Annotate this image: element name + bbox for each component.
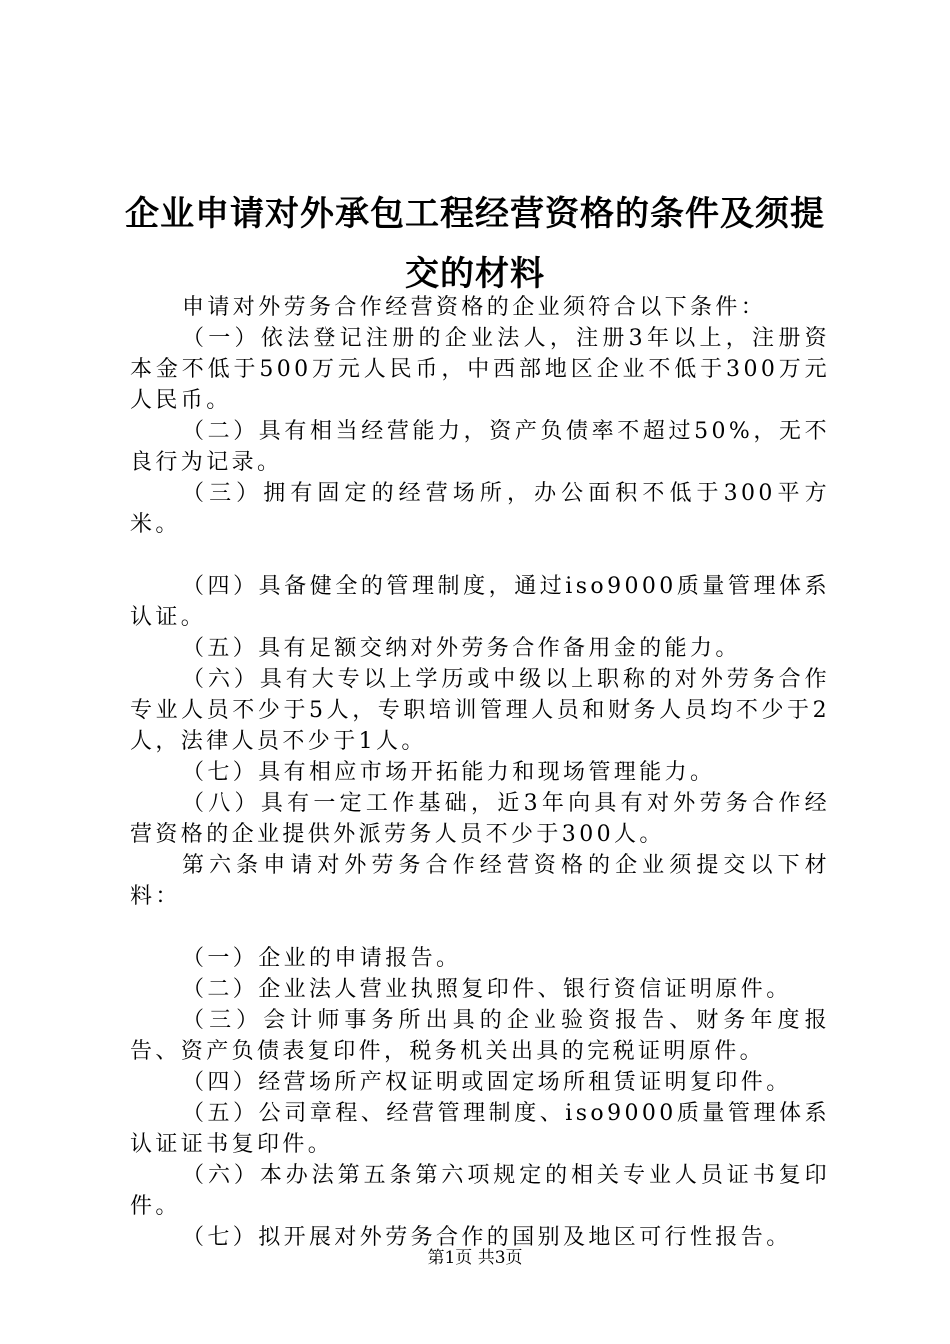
paragraph-article-6: 第六条申请对外劳务合作经营资格的企业须提交以下材料：	[130, 853, 830, 909]
paragraph-material-1: （一）企业的申请报告。	[182, 946, 462, 971]
paragraph-material-4: （四）经营场所产权证明或固定场所租赁证明复印件。	[182, 1070, 792, 1095]
paragraph-condition-6: （六）具有大专以上学历或中级以上职称的对外劳务合作专业人员不少于5人，专职培训管理人员和财务人员均不少于2人，法律人员不少于1人。	[130, 667, 830, 754]
paragraph-condition-7: （七）具有相应市场开拓能力和现场管理能力。	[182, 760, 716, 785]
paragraph-material-2: （二）企业法人营业执照复印件、银行资信证明原件。	[182, 977, 792, 1002]
document-title-line-1: 企业申请对外承包工程经营资格的条件及须提	[125, 194, 825, 234]
paragraph-condition-2: （二）具有相当经营能力，资产负债率不超过50%，无不良行为记录。	[130, 419, 830, 475]
paragraph-material-7: （七）拟开展对外劳务合作的国别及地区可行性报告。	[182, 1225, 792, 1250]
paragraph-material-3: （三）会计师事务所出具的企业验资报告、财务年度报告、资产负债表复印件，税务机关出具的完税证明原件。	[130, 1008, 830, 1064]
paragraph-condition-5: （五）具有足额交纳对外劳务合作备用金的能力。	[182, 636, 741, 661]
paragraph-material-5: （五）公司章程、经营管理制度、iso9000质量管理体系认证证书复印件。	[130, 1101, 830, 1157]
paragraph-condition-3: （三）拥有固定的经营场所，办公面积不低于300平方米。	[130, 481, 830, 537]
paragraph-intro: 申请对外劳务合作经营资格的企业须符合以下条件：	[182, 295, 767, 320]
paragraph-condition-4: （四）具备健全的管理制度，通过iso9000质量管理体系认证。	[130, 574, 830, 630]
document-body	[130, 292, 830, 1253]
paragraph-condition-1: （一）依法登记注册的企业法人，注册3年以上，注册资本金不低于500万元人民币，中西部地区企业不低于300万元人民币。	[130, 326, 830, 413]
page-footer: 第1页 共3页	[427, 1248, 523, 1268]
paragraph-condition-8: （八）具有一定工作基础，近3年向具有对外劳务合作经营资格的企业提供外派劳务人员不少于300人。	[130, 791, 830, 847]
paragraph-material-6: （六）本办法第五条第六项规定的相关专业人员证书复印件。	[130, 1163, 830, 1219]
document-title-line-2: 交的材料	[405, 254, 545, 294]
